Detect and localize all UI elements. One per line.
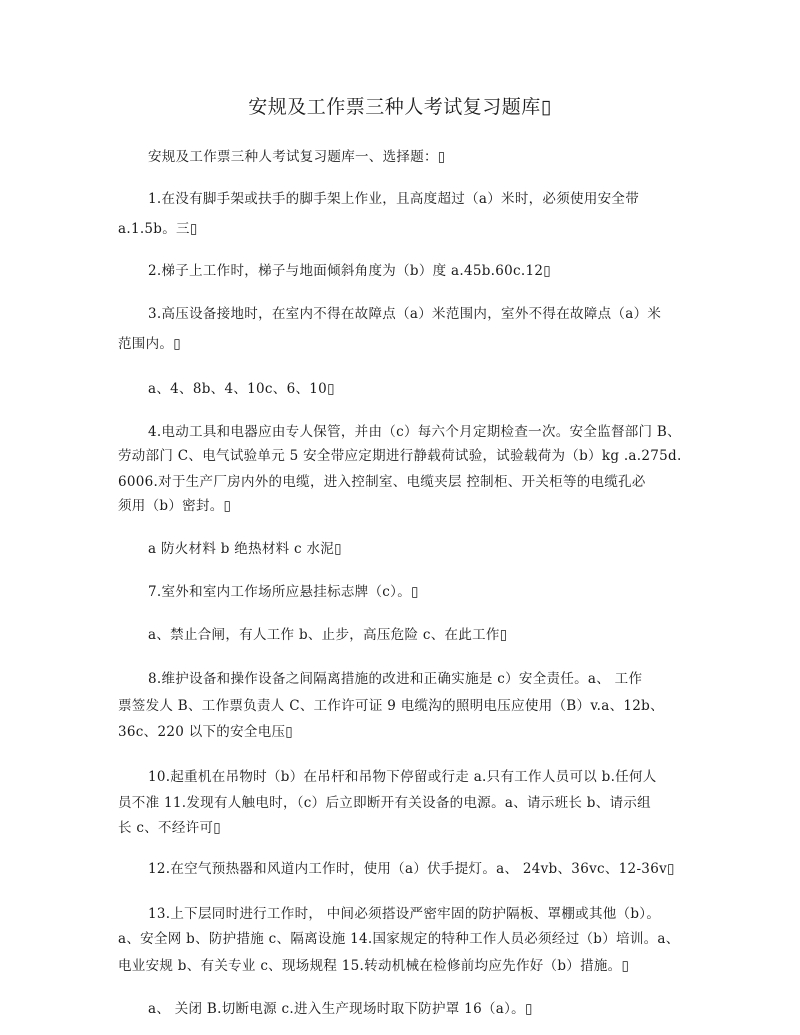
text-line: 7.室外和室内工作场所应悬挂标志牌（c）。▯ (148, 584, 419, 600)
text-line: a、 关闭 B.切断电源 c.进入生产现场时取下防护罩 16（a）。▯ (148, 1001, 533, 1017)
text-line: 电业安规 b、有关专业 c、现场规程 15.转动机械在检修前均应先作好（b）措施。▯ (118, 958, 630, 974)
text-line: 3.高压设备接地时，在室内不得在故障点（a）米范围内，室外不得在故障点（a）米 (148, 306, 662, 322)
text-line: 范围内。▯ (118, 336, 181, 352)
text-line: 员不准 11.发现有人触电时，（c）后立即断开有关设备的电源。a、请示班长 b、请示组 (118, 795, 651, 811)
text-line: 安规及工作票三种人考试复习题库一、选择题：▯ (148, 149, 446, 165)
text-line: a、禁止合闸，有人工作 b、止步，高压危险 c、在此工作▯ (148, 627, 508, 643)
text-line: 票签发人 B、工作票负责人 C、工作许可证 9 电缆沟的照明电压应使用（B）v.a、12b、 (118, 698, 664, 714)
text-line: 12.在空气预热器和风道内工作时，使用（a）伏手提灯。a、 24vb、36vc、12-36v▯ (148, 861, 675, 877)
text-line: 1.在没有脚手架或扶手的脚手架上作业，且高度超过（a）米时，必须使用安全带 (148, 191, 640, 207)
text-line: a.1.5b。三▯ (118, 221, 198, 237)
text-line: a、4、8b、4、10c、6、10▯ (148, 381, 335, 397)
text-line: a 防火材料 b 绝热材料 c 水泥▯ (148, 541, 342, 557)
text-line: 长 c、不经许可▯ (118, 820, 221, 836)
text-line: 8.维护设备和操作设备之间隔离措施的改进和正确实施是 c）安全责任。a、 工作 (148, 671, 643, 687)
text-line: 13.上下层同时进行工作时， 中间必须搭设严密牢固的防护隔板、罩棚或其他（b）。 (148, 906, 661, 922)
text-line: 6006.对于生产厂房内外的电缆，进入控制室、电缆夹层 控制柜、开关柜等的电缆孔必 (118, 474, 646, 490)
text-line: 4.电动工具和电器应由专人保管，并由（c）每六个月定期检查一次。安全监督部门 B、 (148, 424, 681, 440)
text-line: a、安全网 b、防护措施 c、隔离设施 14.国家规定的特种工作人员必须经过（b）培训。a、 (118, 931, 680, 947)
document-title: 安规及工作票三种人考试复习题库▯ (248, 96, 552, 118)
text-line: 2.梯子上工作时，梯子与地面倾斜角度为（b）度 a.45b.60c.12▯ (148, 263, 552, 279)
text-line: 须用（b）密封。▯ (118, 498, 232, 514)
text-line: 36c、220 以下的安全电压▯ (118, 724, 294, 740)
text-line: 10.起重机在吊物时（b）在吊杆和吊物下停留或行走 a.只有工作人员可以 b.任何人 (148, 769, 657, 785)
text-line: 劳动部门 C、电气试验单元 5 安全带应定期进行静载荷试验，试验载荷为（b）kg .a.275d. (118, 448, 682, 464)
